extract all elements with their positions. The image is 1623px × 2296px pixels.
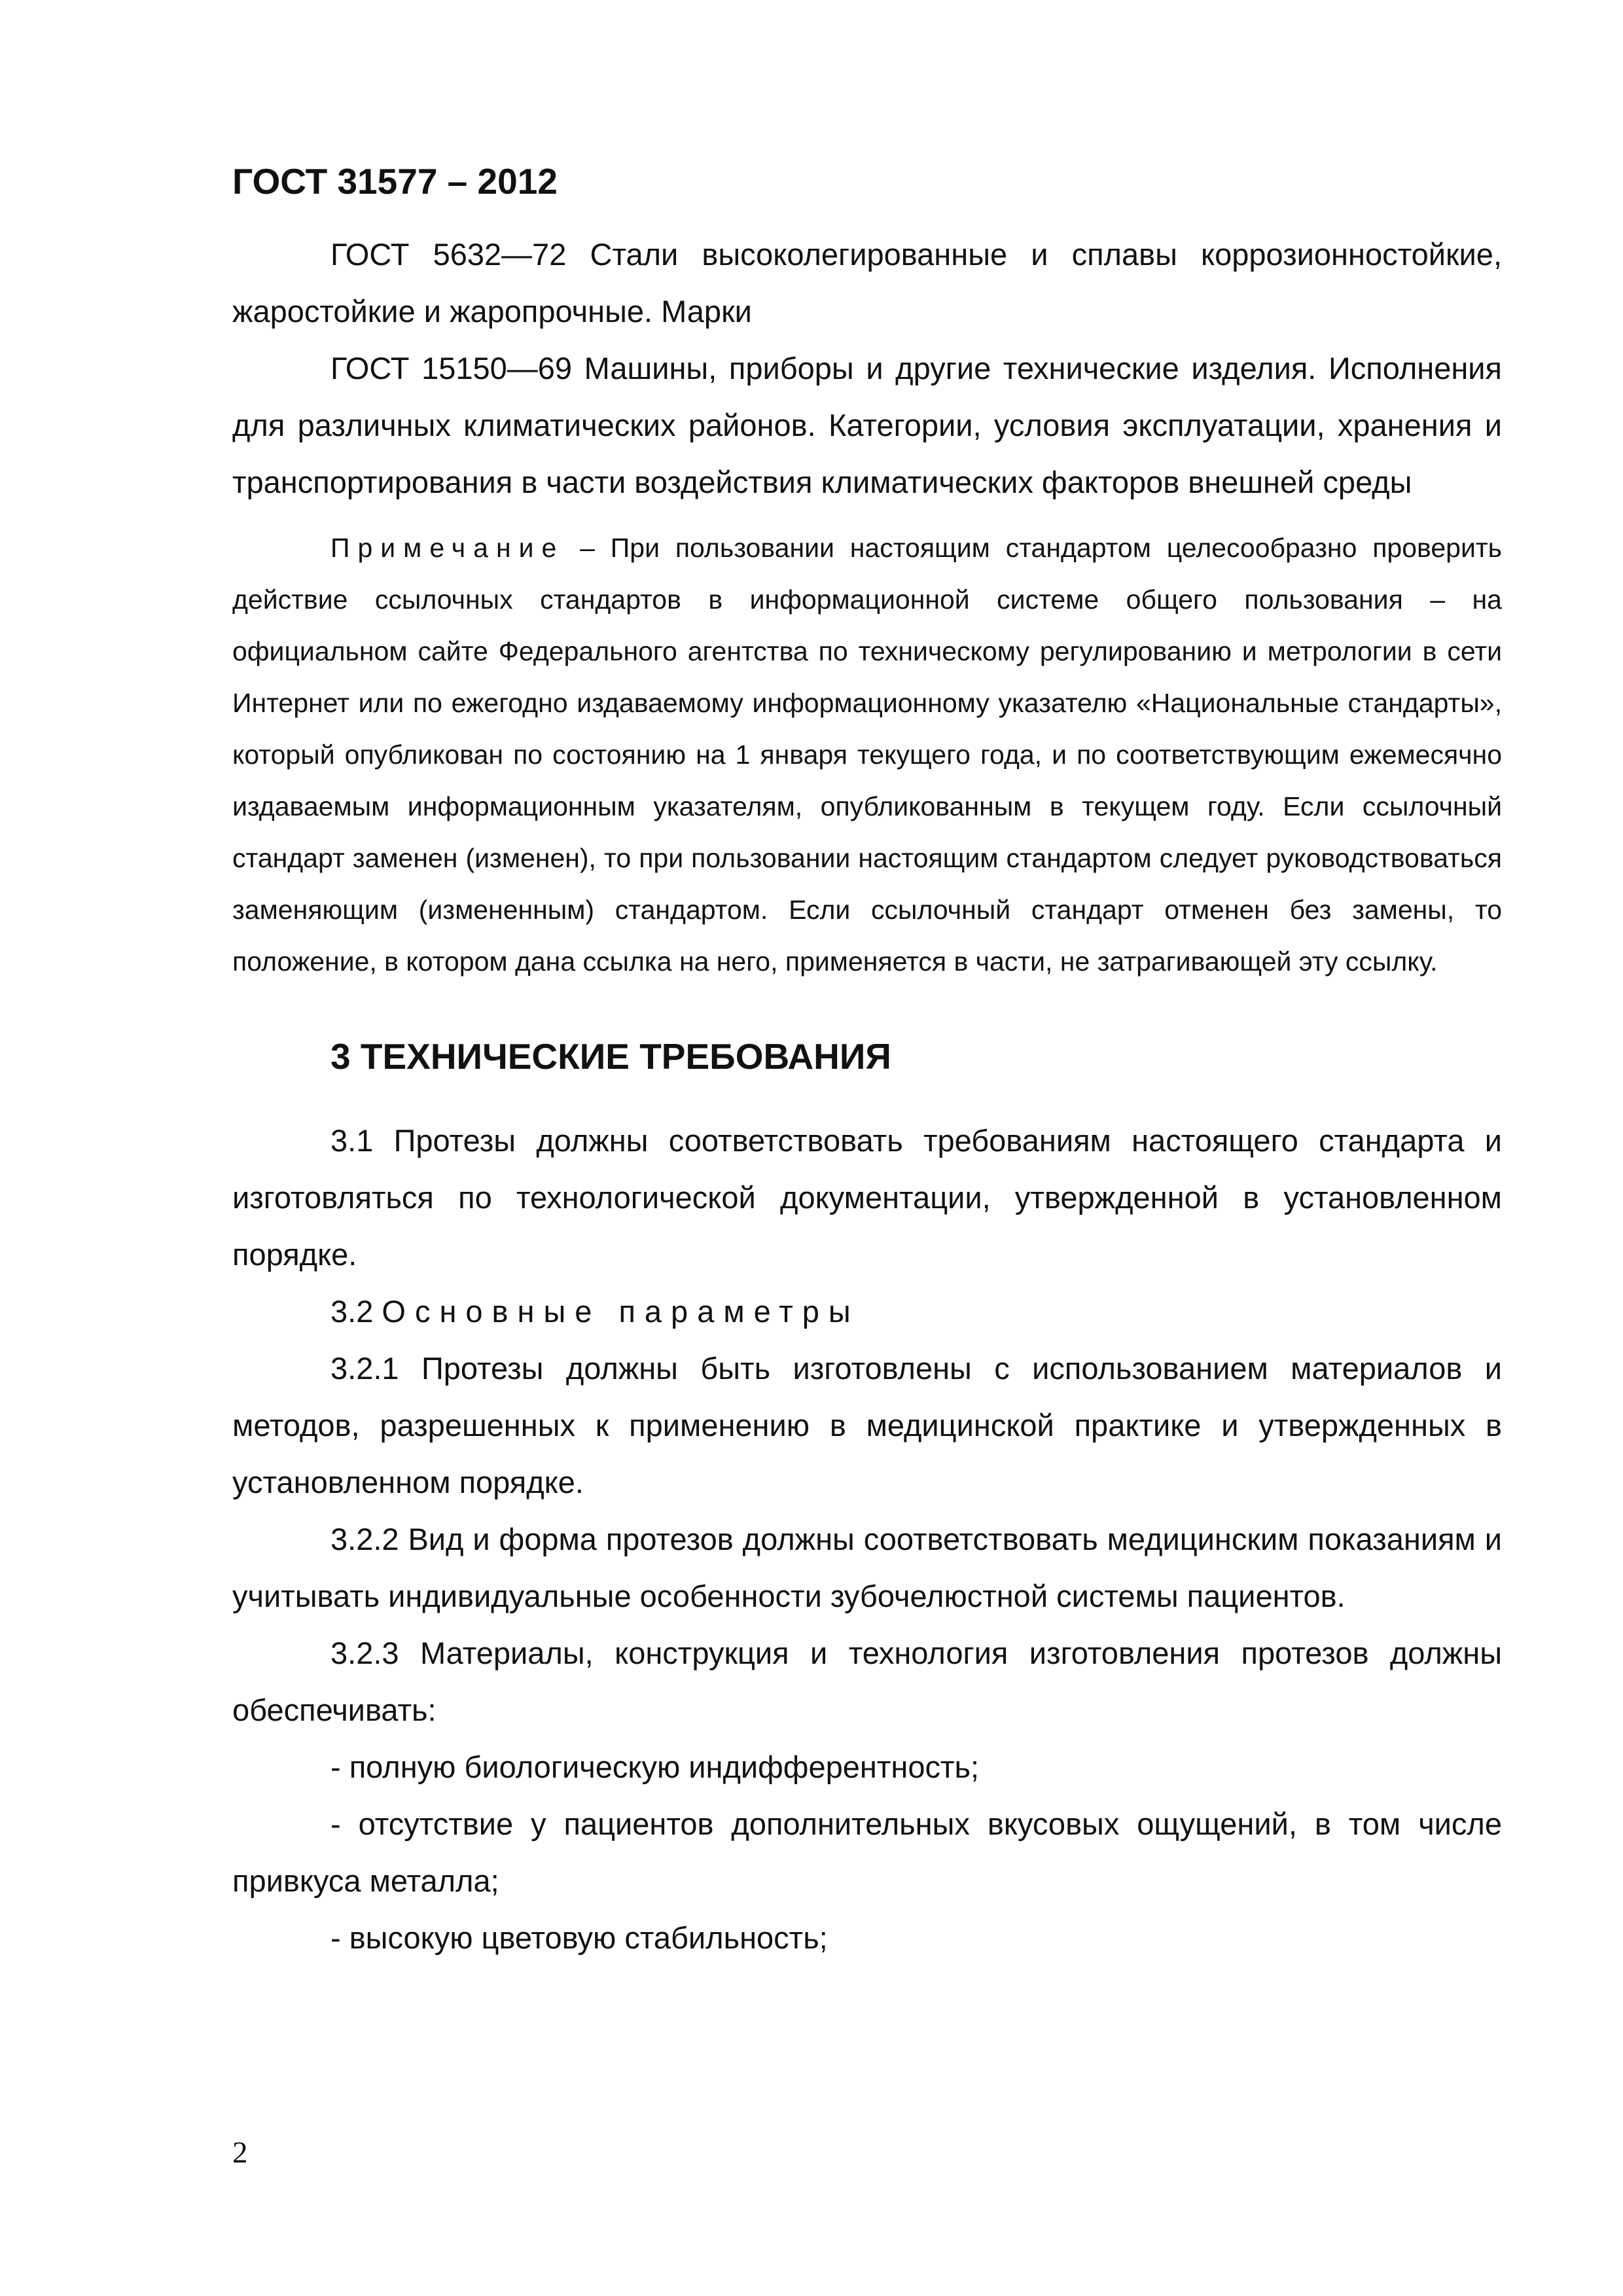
clause-3-2-3: 3.2.3 Материалы, конструкция и технология изготовления протезов должны обеспечивать: — [232, 1636, 1502, 1727]
note-text: – При пользовании настоящим стандартом целесообразно проверить действие ссылочных стандартов в информационной системе общего пользования – на официальном сайте Федерального агентства по техническому регулированию и метрологии в сети Интернет или по ежегодно издаваемому информационному указателю «Национальные стандарты», который опубликован по состоянию на 1 января текущего года, и по соответствующим ежемесячно издаваемым информационным указателям, опубликованным в текущем году. Если ссылочный стандарт заменен (изменен), то при пользовании настоящим стандартом следует руководствоваться заменяющим (измененным) стандартом. Если ссылочный стандарт отменен без замены, то положение, в котором дана ссылка на него, применяется в части, не затрагивающей эту ссылку. — [232, 533, 1502, 977]
reference-gost-15150: ГОСТ 15150—69 Машины, приборы и другие технические изделия. Исполнения для различных климатических районов. Категории, условия эксплуатации, хранения и транспортирования в части воздействия климатических факторов внешней среды — [232, 351, 1502, 499]
clause-3-2-2: 3.2.2 Вид и форма протезов должны соответствовать медицинским показаниям и учитывать индивидуальные особенности зубочелюстной системы пациентов. — [232, 1522, 1502, 1613]
reference-gost-5632: ГОСТ 5632—72 Стали высоколегированные и сплавы коррозионностойкие, жаростойкие и жаропрочные. Марки — [232, 237, 1502, 329]
note-label: Примечание — [330, 533, 565, 563]
note-paragraph — [232, 522, 1502, 988]
clause-3-2 — [232, 1283, 1502, 1340]
list-item: - высокую цветовую стабильность; — [330, 1920, 828, 1955]
clause-3-2-1: 3.2.1 Протезы должны быть изготовлены с использованием материалов и методов, разрешенных к применению в медицинской практике и утвержденных в установленном порядке. — [232, 1351, 1502, 1499]
clause-3-1: 3.1 Протезы должны соответствовать требованиям настоящего стандарта и изготовляться по технологической документации, утвержденной в установленном порядке. — [232, 1123, 1502, 1272]
clause-3-2-title: Основные параметры — [382, 1294, 860, 1329]
page-content — [232, 226, 1502, 1966]
document-header-title: ГОСТ 31577 – 2012 — [232, 161, 558, 202]
list-item: - отсутствие у пациентов дополнительных вкусовых ощущений, в том числе привкуса металла; — [232, 1806, 1502, 1898]
clause-3-2-number: 3.2 — [330, 1294, 382, 1329]
section-heading: 3 ТЕХНИЧЕСКИЕ ТРЕБОВАНИЯ — [330, 1036, 891, 1077]
page-number: 2 — [232, 2136, 248, 2170]
list-item: - полную биологическую индифферентность; — [330, 1749, 980, 1784]
